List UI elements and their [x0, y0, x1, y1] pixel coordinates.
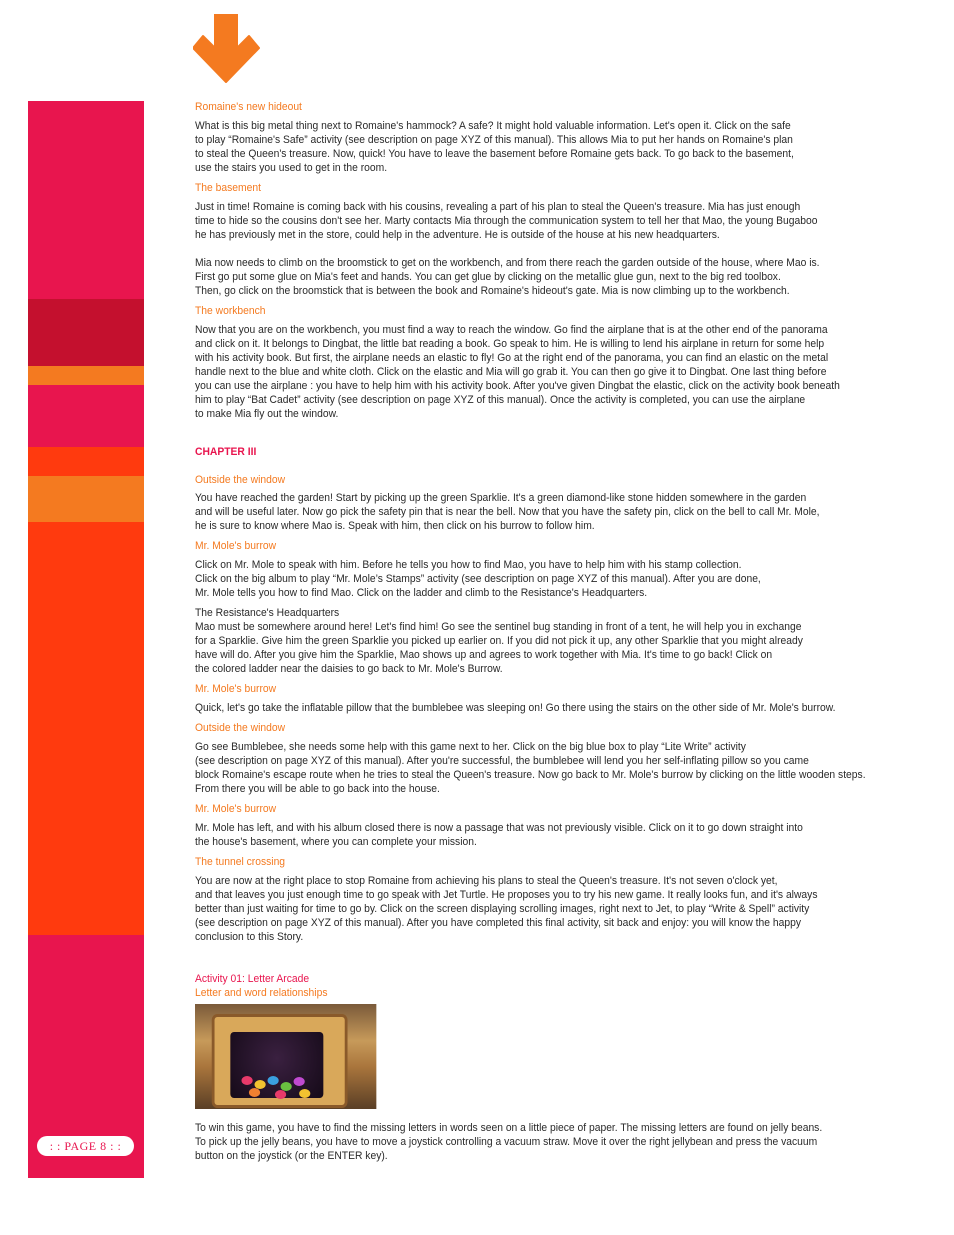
paragraph-line: you can use the airplane : you have to help him with his activity book. After you've given Dingbat the elastic, click on the activity book beneath — [195, 380, 840, 392]
paragraph-line: have will do. After you give him the Sparklie, Mao shows up and agrees to work together with Mia. It's time to go back! Click on — [195, 649, 773, 661]
paragraph-line: the colored ladder near the daisies to go back to Mr. Mole's Burrow. — [195, 663, 503, 675]
paragraph-line: Click on Mr. Mole to speak with him. Before he tells you how to find Mao, you have to help him with his stamp collection. — [195, 559, 742, 571]
paragraph-line: use the stairs you used to get in the room. — [195, 162, 388, 174]
paragraph-line: What is this big metal thing next to Romaine's hammock? A safe? It might hold valuable information. Let's open it. Click on the safe — [195, 120, 791, 132]
subsection-heading: The Resistance's Headquarters — [195, 607, 340, 619]
section-heading: The workbench — [195, 305, 266, 317]
paragraph-line: for a Sparklie. Give him the green Sparklie you picked up earlier on. If you did not pick it up, any other Sparklie that you might already — [195, 635, 803, 647]
paragraph-line: Then, go click on the broomstick that is between the book and Romaine's hideout's gate. Mia is now climbing up to the workbench. — [195, 285, 790, 297]
paragraph-line: Now that you are on the workbench, you must find a way to reach the window. Go find the airplane that is at the other end of the panorama — [195, 324, 828, 336]
paragraph-line: to play “Romaine's Safe” activity (see description on page XYZ of this manual). This allows Mia to put her hands on Romaine's plan — [195, 134, 793, 146]
section-heading: Outside the window — [195, 474, 286, 486]
paragraph-line: and click on it. It belongs to Dingbat, the little bat reading a book. Go speak to him. He is willing to lend his airplane in return for some help — [195, 338, 825, 350]
paragraph-line: First go put some glue on Mia's feet and hands. You can get glue by clicking on the metallic glue gun, next to the big red toolbox. — [195, 271, 781, 283]
paragraph-line: Go see Bumblebee, she needs some help with this game next to her. Click on the big blue box to play “Lite Write” activity — [195, 741, 746, 753]
paragraph-line: he is sure to know where Mao is. Speak with him, then click on his burrow to follow him. — [195, 520, 595, 532]
activity-title: Activity 01: Letter Arcade — [195, 973, 310, 985]
paragraph-line: to steal the Queen's treasure. Now, quick! You have to leave the basement before Romaine gets back. To go back to the basement, — [195, 148, 794, 160]
section-heading: The tunnel crossing — [195, 856, 286, 868]
paragraph-line: handle next to the blue and white cloth. Click on the elastic and Mia will go grab it. You can then go give it to Dingbat. One last thing before — [195, 366, 827, 378]
paragraph-line: conclusion to this Story. — [195, 931, 304, 943]
paragraph-line: block Romaine's escape route when he tries to steal the Queen's treasure. Now go back to Mr. Mole's burrow by clicking on the little wooden steps. — [195, 769, 866, 781]
section-heading: Mr. Mole's burrow — [195, 803, 277, 815]
paragraph-line: You are now at the right place to stop Romaine from achieving his plans to steal the Queen's treasure. It's not seven o'clock yet, — [195, 875, 778, 887]
paragraph-line: the house's basement, where you can complete your mission. — [195, 836, 477, 848]
paragraph-line: Quick, let's go take the inflatable pillow that the bumblebee was sleeping on! Go there using the stairs on the other side of Mr. Mole's burrow. — [195, 702, 836, 714]
down-arrow-icon — [193, 14, 261, 84]
paragraph-line: to make Mia fly out the window. — [195, 408, 339, 420]
section-heading: Outside the window — [195, 722, 286, 734]
paragraph-line: You have reached the garden! Start by picking up the green Sparklie. It's a green diamond-like stone hidden somewhere in the garden — [195, 492, 807, 504]
paragraph-line: he has previously met in the store, could help in the adventure. He is outside of the house at his new headquarters. — [195, 229, 720, 241]
paragraph-line: button on the joystick (or the ENTER key). — [195, 1150, 388, 1162]
paragraph-line: with his activity book. But first, the airplane needs an elastic to fly! Go at the right end of the panorama, you can find an elastic on the metal — [195, 352, 829, 364]
chapter-heading: CHAPTER III — [195, 446, 257, 458]
paragraph-line: (see description on page XYZ of this manual). After you have completed this final activity, sit back and enjoy: you will know the happy — [195, 917, 801, 929]
paragraph-line: and that leaves you just enough time to go speak with Jet Turtle. He proposes you to try his new game. It really looks fun, and it's always — [195, 889, 818, 901]
manual-content — [195, 100, 911, 1163]
section-heading: The basement — [195, 182, 261, 194]
paragraph-line: Mr. Mole has left, and with his album closed there is now a passage that was not previously visible. Click on it to go down straight into — [195, 822, 803, 834]
activity-subtitle: Letter and word relationships — [195, 987, 328, 999]
paragraph-line: him to play “Bat Cadet” activity (see description on page XYZ of this manual). Once the activity is completed, you can use the airplane — [195, 394, 806, 406]
paragraph-line: From there you will be able to go back into the house. — [195, 783, 440, 795]
paragraph-line: To win this game, you have to find the missing letters in words seen on a little piece of paper. The missing letters are found on jelly beans. — [195, 1122, 823, 1134]
paragraph-line: and will be useful later. Now go pick the safety pin that is near the bell. Now that you have the safety pin, click on the bell to call Mr. Mole, — [195, 506, 820, 518]
section-heading: Mr. Mole's burrow — [195, 540, 277, 552]
page-number-badge: : : PAGE 8 : : — [37, 1136, 134, 1156]
paragraph-line: better than just waiting for time to go by. Click on the screen displaying scrolling images, right next to Jet, to play “Write & Spell” activity — [195, 903, 810, 915]
paragraph-line: To pick up the jelly beans, you have to move a joystick controlling a vacuum straw. Move it over the right jellybean and press the vacuum — [195, 1136, 818, 1148]
activity-screenshot — [195, 1004, 376, 1109]
paragraph-line: (see description on page XYZ of this manual). After you're successful, the bumblebee will lend you her self-inflating pillow so you came — [195, 755, 809, 767]
section-heading: Mr. Mole's burrow — [195, 683, 277, 695]
paragraph-line: Mia now needs to climb on the broomstick to get on the workbench, and from there reach the garden outside of the house, where Mao is. — [195, 257, 820, 269]
color-sidebar — [28, 101, 144, 1178]
section-heading: Romaine's new hideout — [195, 101, 302, 113]
paragraph-line: Mr. Mole tells you how to find Mao. Click on the ladder and climb to the Resistance's Headquarters. — [195, 587, 648, 599]
paragraph-line: Just in time! Romaine is coming back with his cousins, revealing a part of his plan to steal the Queen's treasure. Mia has just enough — [195, 201, 801, 213]
paragraph-line: Click on the big album to play “Mr. Mole’s Stamps” activity (see description on page XYZ of this manual). After you are done, — [195, 573, 761, 585]
paragraph-line: Mao must be somewhere around here! Let's find him! Go see the sentinel bug standing in front of a tent, he will help you in exchange — [195, 621, 802, 633]
paragraph-line: time to hide so the cousins don't see her. Marty contacts Mia through the communication system to tell her that Mao, the young Bugaboo — [195, 215, 818, 227]
